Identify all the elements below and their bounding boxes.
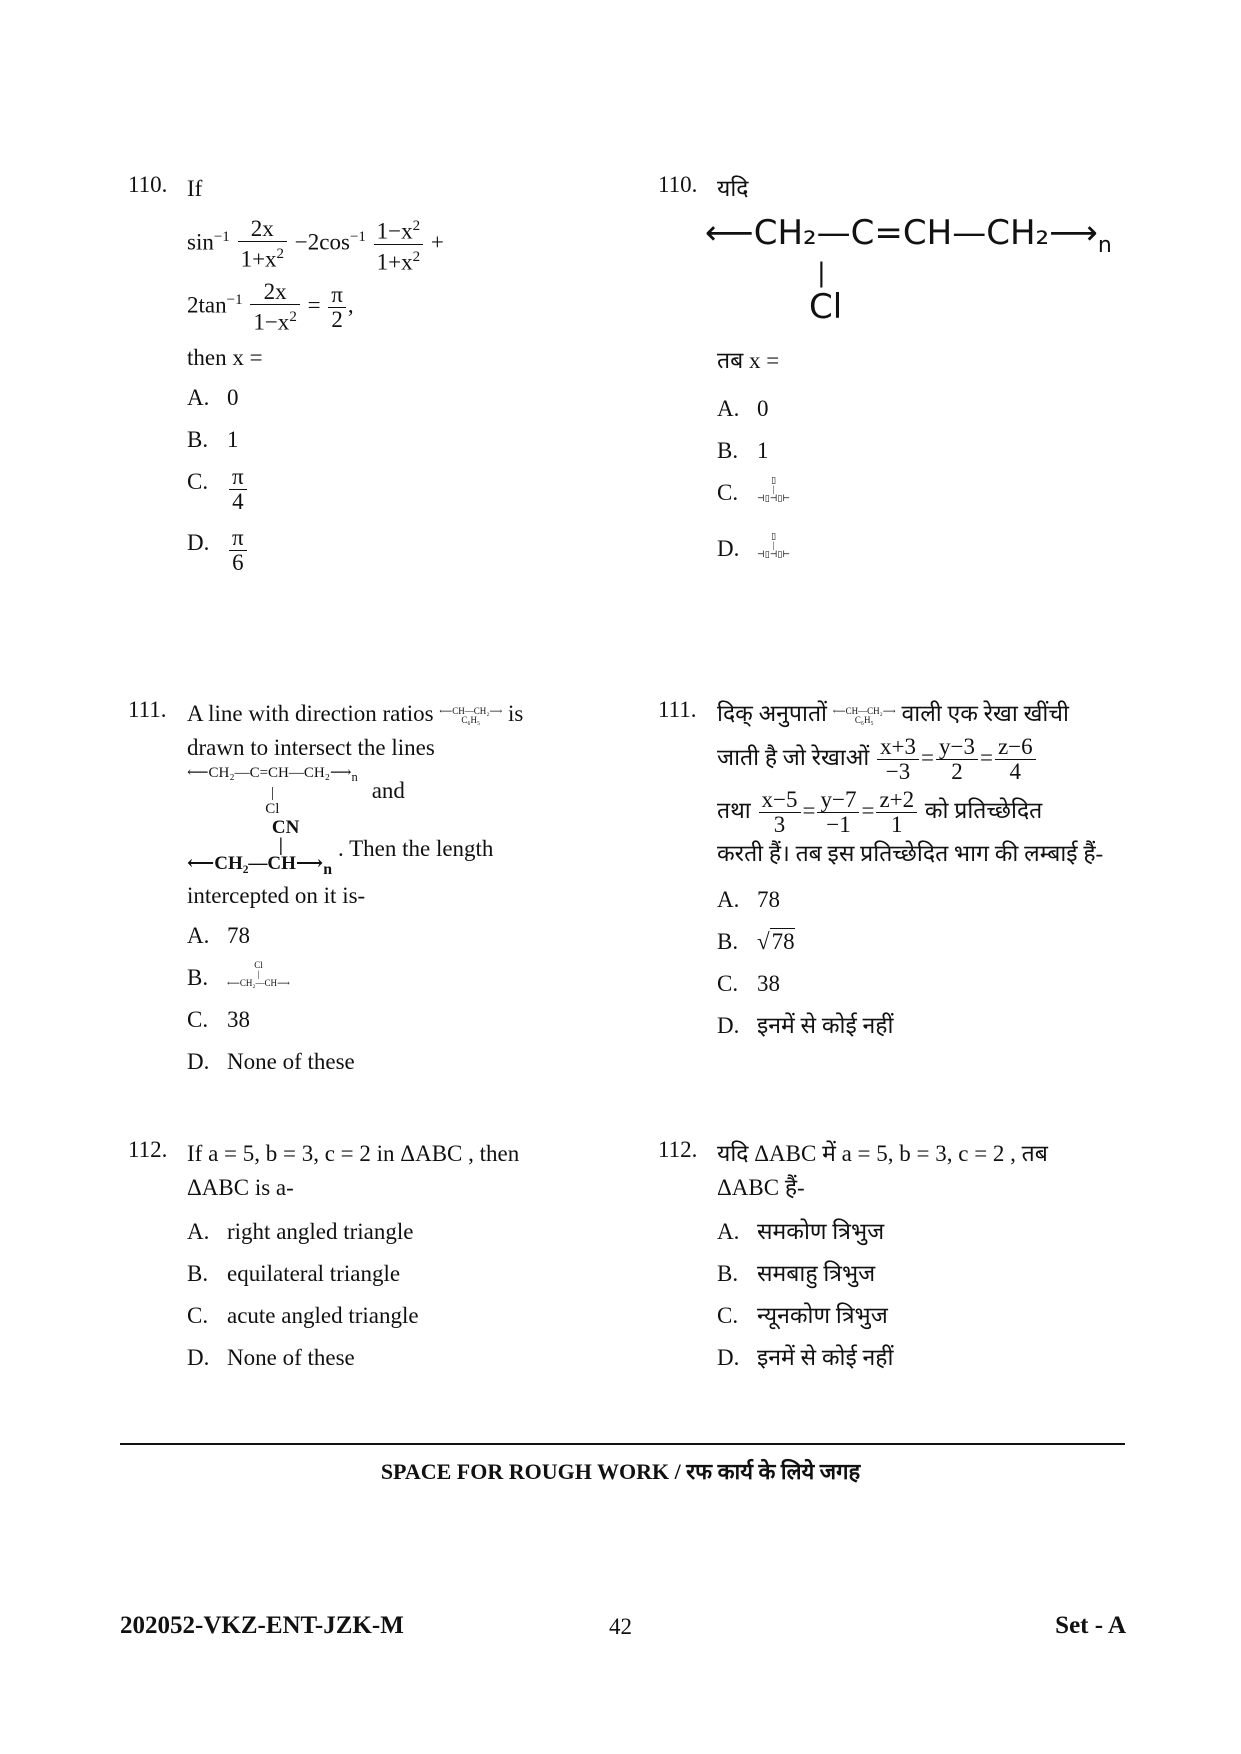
polymer-structure-image: $⟵CH_2—C=CH—CH_2⟶_n$ | Cl [187,765,358,817]
option-c[interactable]: C. $\frac{\pi}{4}$ [187,465,598,514]
polymer-structure-image: $⟵CH_2—C=CH—CH_2⟶_n$ | Cl [705,213,1112,327]
polymer-structure-image: ⟵CH—CH₂⟶ C₆H₅ [439,705,503,725]
polymer-structure-image: CN | $⟵CH_2—CH⟶_n$ [187,817,332,878]
option-a[interactable]: A. 78 [717,887,780,912]
equation-line-1: $\sin^{-1}$ $\frac{2x}{1+x^2}$ $-2\cos^{-1}$ $\frac{1-x^2}{1+x^2}$ + [187,215,444,275]
question-number: 110. [658,172,698,197]
set-label: Set - A [1055,1612,1126,1639]
polymer-structure-image: ▯ | ⊣▯⊣▯⊢ [757,475,791,503]
option-a[interactable]: A. right angled triangle [187,1219,414,1244]
option-b[interactable]: B. 1 [187,426,239,452]
question-number: 111. [128,697,167,722]
option-c[interactable]: C. acute angled triangle [187,1303,419,1328]
question-110-en [128,172,598,575]
option-a[interactable]: A. समकोण त्रिभुज [717,1219,885,1244]
option-d[interactable]: D. None of these [187,1345,355,1370]
option-c[interactable]: C. न्यूनकोण त्रिभुज [717,1303,888,1328]
equation-line-2: $2\tan^{-1}$ $\frac{2x}{1-x^2}$ = $\frac{\pi}{2}$ , [187,279,354,335]
option-b[interactable]: B. √78 [717,929,795,954]
option-d[interactable]: D. इनमें से कोई नहीं [717,1013,894,1038]
option-d[interactable]: D. इनमें से कोई नहीं [717,1345,894,1370]
question-112-hi: 112. यदि ΔABC में a = 5, b = 3, c = 2 , तब ΔABC हैं- A. समकोण त्रिभुज B. समबाहु त्रिभुज C. न्यूनकोण त्रिभुज D. इनमें से कोई नहीं [658,1137,1128,1377]
paper-code: 202052-VKZ-ENT-JZK-M [120,1612,404,1639]
question-number: 110. [128,172,168,197]
question-111-en: 111. A line with direction ratios ⟵CH—CH₂⟶ C₆H₅ is drawn to intersect the lines $⟵CH_2—C=CH—CH_2⟶_n$ | Cl and CN | $⟵CH_2—CH⟶_n$ . Then the length intercepted on it is- A. 78 B. Cl | ⟵CH₂—CH⟶ C. 38 D. None of these [128,697,598,1081]
question-number: 111. [658,697,697,722]
english-column [128,172,598,1370]
option-d[interactable]: D. $\frac{\pi}{6}$ [187,526,598,575]
option-d[interactable]: D. None of these [187,1048,355,1074]
option-c[interactable]: C. ▯ | ⊣▯⊣▯⊢ [717,475,791,505]
option-c[interactable]: C. 38 [717,971,780,996]
option-b[interactable]: B. समबाहु त्रिभुज [717,1261,876,1286]
question-number: 112. [128,1137,168,1162]
question-number: 112. [658,1137,698,1162]
option-a[interactable]: A. 0 [717,396,769,421]
question-112-en: 112. If a = 5, b = 3, c = 2 in ΔABC , then ΔABC is a- A. right angled triangle B. equilateral triangle C. acute angled triangle D. None of these [128,1137,598,1377]
divider-line [120,1443,1125,1445]
option-c[interactable]: C. 38 [187,1006,250,1032]
page-number: 42 [609,1614,632,1639]
polymer-structure-image: ⟵CH—CH₂⟶ C₆H₅ [832,705,896,725]
option-b[interactable]: B. Cl | ⟵CH₂—CH⟶ [187,959,290,990]
question-110-hi: 110. यदि $⟵CH_2—C=CH—CH_2⟶_n$ | Cl तब x = A. 0 B. 1 C. ▯ | ⊣▯⊣▯⊢ D. ▯ | ⊣▯⊣▯⊢ [658,172,1128,568]
question-intro: If [187,176,203,201]
option-b[interactable]: B. equilateral triangle [187,1261,401,1286]
question-111-hi: 111. दिक् अनुपातों ⟵CH—CH₂⟶ C₆H₅ वाली एक रेखा खींची जाती है जो रेखाओं $\frac{x+3}{-3}$ = $\frac{y-3}{2}$ = $\frac{z-6}{4}$ तथा $\frac{x-5}{3}$ = $\frac{y-7}{-1}$ = $\frac{z+2}{1}$ को प्रतिच्छेदित करती हैं। तब इस प्रतिच्छेदित भाग की लम्बाई हैं- A. 78 B. √78 C. 38 D. इनमें से कोई नहीं [658,697,1128,1045]
option-a[interactable]: A. 78 [187,922,250,948]
rough-work-heading: SPACE FOR ROUGH WORK / रफ कार्य के लिये जगह [380,1459,861,1484]
option-a[interactable]: A. 0 [187,384,239,410]
question-then: then x = [187,344,263,370]
polymer-structure-image: Cl | ⟵CH₂—CH⟶ [227,959,290,988]
hindi-column [658,172,1128,1370]
option-b[interactable]: B. 1 [717,438,769,463]
option-d[interactable]: D. ▯ | ⊣▯⊣▯⊢ [717,531,791,561]
polymer-structure-image: ▯ | ⊣▯⊣▯⊢ [757,531,791,559]
